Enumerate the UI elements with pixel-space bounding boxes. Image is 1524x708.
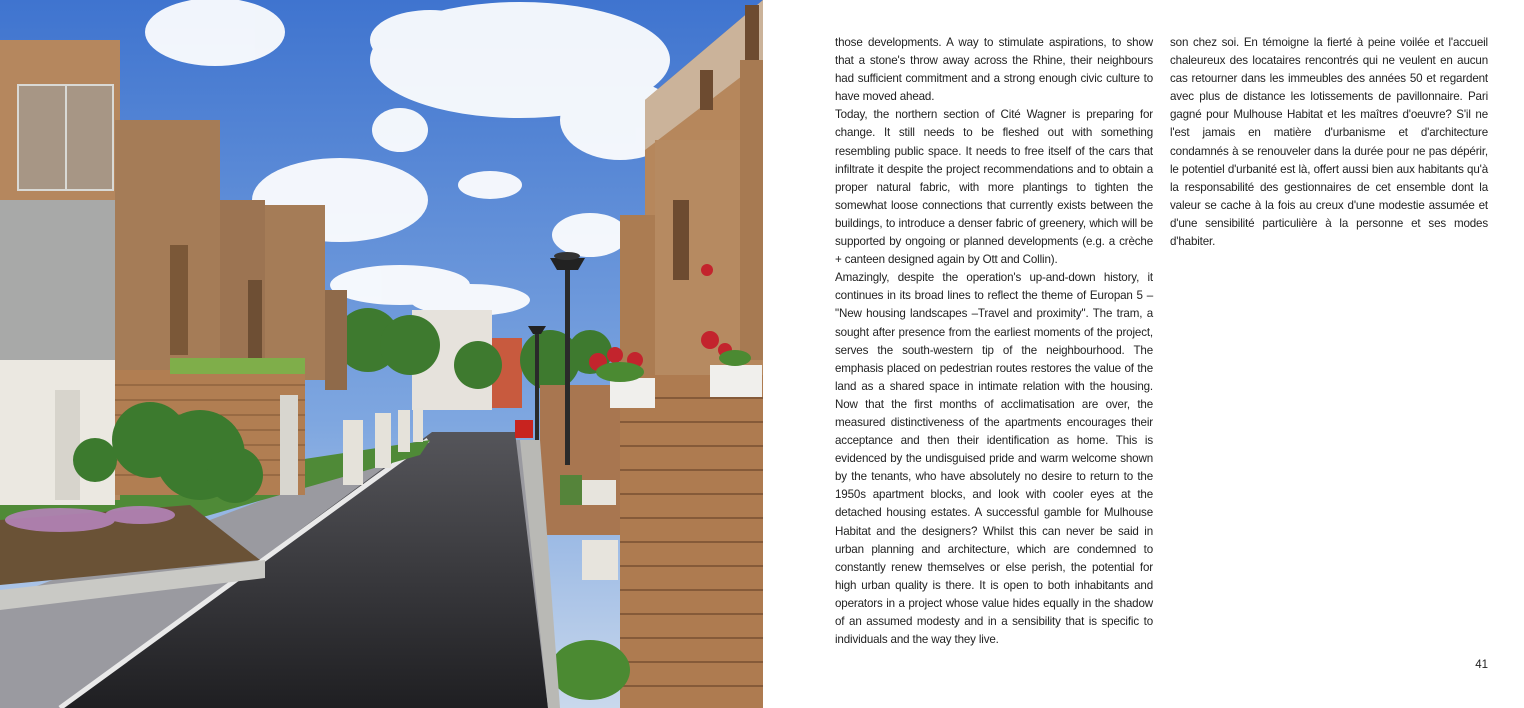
english-text-column [835, 34, 1153, 649]
page-number: 41 [1475, 659, 1488, 671]
french-text-column [1170, 34, 1488, 251]
paragraph-fr-1: son chez soi. En témoigne la fierté à peine voilée et l'accueil chaleureux des locataires rencontrés qui ne veulent en aucun cas retourner dans les immeubles des années 50 et regardent avec plus de distance les lotissements de pavillonnaire. Pari gagné pour Mulhouse Habitat et les maîtres d'oeuvre? S'il ne l'est jamais en matière d'urbanisme et d'architecture condamnés à se renouveler dans la durée pour ne pas dépérir, le potentiel d'urbanité est là, offert aussi bien aux habitants qu'à la responsabilité des gestionnaires de cet ensemble dont la valeur se cache à la fois au creux d'une modestie assumée et d'une sensibilité particulière à la personne et ses modes d'habiter. [1170, 36, 1488, 249]
paragraph-en-2: Today, the northern section of Cité Wagner is preparing for change. It still needs to be fleshed out with something resembling public space. It needs to free itself of the cars that infiltrate it despite the project recommendations and to obtain a proper natural fabric, with more plantings to tighten the somewhat loose connections that currently exists between the buildings, to introduce a denser fabric of greenery, which will be supported by ongoing or planned developments (e.g. a crèche + canteen designed again by Ott and Collin). [835, 108, 1153, 267]
paragraph-en-1: those developments. A way to stimulate aspirations, to show that a stone's throw away across the Rhine, their neighbours had sufficient commitment and a strong enough civic culture to have moved ahead. [835, 36, 1153, 104]
paragraph-en-3: Amazingly, despite the operation's up-and-down history, it continues in its broad lines to reflect the theme of Europan 5 – "New housing landscapes –Travel and proximity". The tram, a sought after presence from the earliest moments of the project, serves the south-western tip of the neighbourhood. The emphasis placed on pedestrian routes restores the value of the land as a shared space in intimate relation with the housing. Now that the first months of acclimatisation are over, the measured distinctiveness of the apartments encourages their acceptance and then their identification as home. This is evidenced by the undisguised pride and warm welcome shown by the tenants, who have absolutely no desire to return to the 1950s apartment blocks, and look with cooler eyes at the detached housing estates. A successful gamble for Mulhouse Habitat and the designers? Whilst this can never be said in urban planning and architecture, which are condemned to constantly renew themselves or else perish, the potential for high urban quality is there. It is open to both inhabitants and operators in a project whose value hides equally in the shadow of an assumed modesty and in a sensibility that is specific to individuals and the way they live. [835, 271, 1153, 647]
